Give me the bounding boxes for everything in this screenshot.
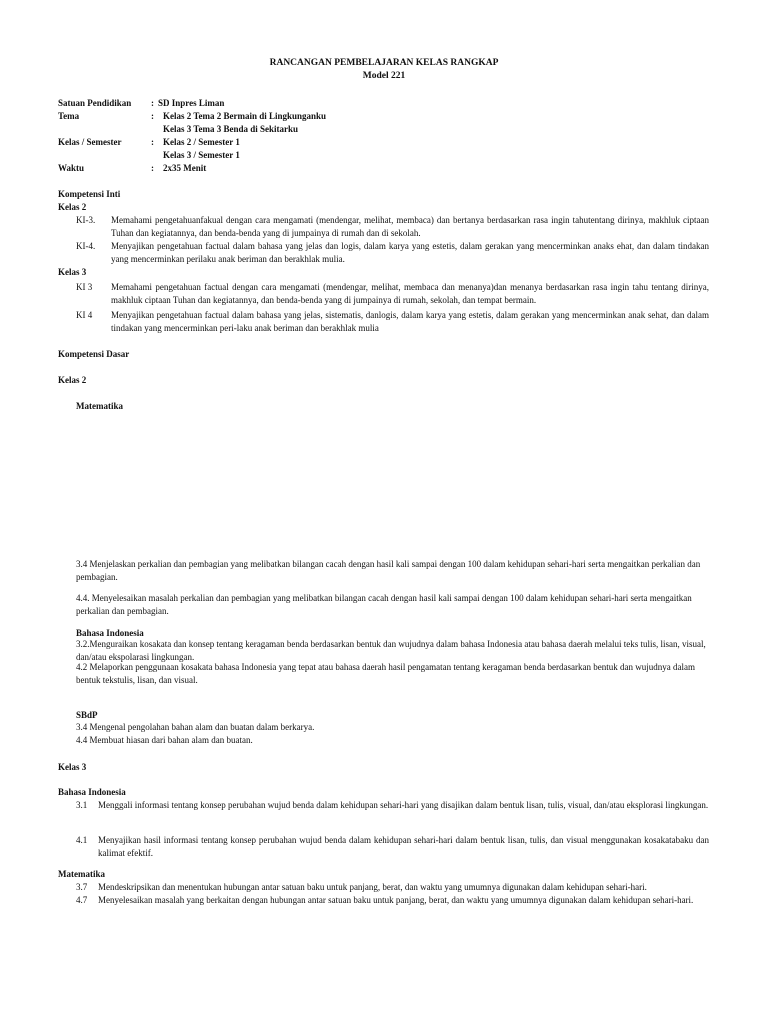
kelas-semester-colon: : [151, 137, 154, 147]
satuan-colon: : [151, 98, 154, 108]
kd-k2-sbdp-3-4: 3.4 Mengenal pengolahan bahan alam dan buatan dalam berkarya. [76, 722, 315, 732]
kd-k2-bi-3-2: 3.2.Menguraikan kosakata dan konsep tentang keragaman benda berdasarkan bentuk dan wujudnya dalam bahasa Indonesia atau bahasa daerah melalui teks tulis, lisan, visual, dan/atau ekspolarasi lingkungan. [76, 639, 706, 663]
kd-k3-mat-4-7-num: 4.7 [76, 895, 88, 905]
kd-k3-bi-3-1-num: 3.1 [76, 800, 88, 810]
kd-k3-matematika-label: Matematika [58, 869, 105, 879]
kd-k2-sbdp-4-4: 4.4 Membuat hiasan dari bahan alam dan buatan. [76, 735, 253, 745]
document-title: RANCANGAN PEMBELAJARAN KELAS RANGKAP [269, 58, 499, 68]
ki-heading: Kompetensi Inti [58, 189, 121, 199]
kd-k2-sbdp-label: SBdP [76, 710, 98, 720]
kd-k2-mat-3-4: 3.4 Menjelaskan perkalian dan pembagian yang melibatkan bilangan cacah dengan hasil kali sampai dengan 100 dalam kehidupan sehari-hari serta mengaitkan perkalian dan pembagian. [76, 559, 701, 583]
satuan-label: Satuan Pendidikan [58, 98, 132, 108]
ki-k2-ki3-text: Memahami pengetahuanfakual dengan cara mengamati (mendengar, melihat, membaca) dan bertanya berdasarkan rasa ingin tahutentang dirinya, makhluk ciptaan Tuhan dan kegiatannya, dan benda-benda yang di jumpainya di rumah dan di sekolah. [111, 215, 709, 239]
ki-k3-ki3-text: Memahami pengetahuan factual dengan cara mengamati (mendengar, melihat, membaca dan menanya)dan menanya berdasarkan rasa ingin tahu tentang dirinya, makhluk ciptaan Tuhan dan kegiatannya, dan benda-benda yang di jumpainya di rumah, sekolah, dan tempat bermain. [111, 282, 709, 306]
ki-k3-ki3-code: KI 3 [76, 282, 93, 292]
tema-value-1: Kelas 2 Tema 2 Bermain di Lingkunganku [163, 111, 327, 121]
document-subtitle: Model 221 [362, 71, 406, 81]
kd-k3-mat-4-7-text: Menyelesaikan masalah yang berkaitan dengan hubungan antar satuan baku untuk panjang, berat, dan waktu yang umumnya digunakan dalam kehidupan sehari-hari. [98, 895, 694, 905]
kelas-semester-label: Kelas / Semester [58, 137, 122, 147]
kd-k2-matematika-label: Matematika [76, 401, 123, 411]
ki-kelas3-label: Kelas 3 [58, 267, 87, 277]
kd-k3-bi-3-1-text: Menggali informasi tentang konsep perubahan wujud benda dalam kehidupan sehari-hari yang disajikan dalam bentuk lisan, tulis, visual, dan/atau eksplorasi lingkungan. [98, 800, 709, 810]
ki-k2-ki4-code: KI-4. [76, 241, 96, 251]
kelas-semester-value-2: Kelas 3 / Semester 1 [163, 150, 240, 160]
ki-k3-ki4-text: Menyajikan pengetahuan factual dalam bahasa yang jelas, sistematis, danlogis, dalam karya yang estetis, dalam gerakan yang mencerminkan anak sehat, dan dalam tindakan yang mencerminkan peri-laku anak beriman dan berakhlak mulia [111, 310, 709, 334]
kd-kelas3-label: Kelas 3 [58, 762, 87, 772]
ki-k2-ki3-code: KI-3. [76, 215, 96, 225]
kd-k2-mat-4-4: 4.4. Menyelesaikan masalah perkalian dan pembagian yang melibatkan bilangan cacah dengan hasil kali sampai dengan 100 dalam kehidupan sehari-hari serta mengaitkan perkalian dan pembagian. [76, 593, 692, 617]
tema-colon: : [151, 111, 154, 121]
kd-k3-mat-3-7-text: Mendeskripsikan dan menentukan hubungan antar satuan baku untuk panjang, berat, dan waktu yang umumnya digunakan dalam kehidupan sehari-hari. [98, 882, 647, 892]
kd-heading: Kompetensi Dasar [58, 349, 130, 359]
kd-k2-bi-4-2: 4.2 Melaporkan penggunaan kosakata bahasa Indonesia yang tepat atau bahasa daerah hasil pengamatan tentang keragaman benda berdasarkan bentuk dan wujudnya dalam bentuk tekstulis, lisan, dan visual. [76, 662, 696, 686]
kd-k3-bi-4-1-num: 4.1 [76, 835, 88, 845]
kelas-semester-value-1: Kelas 2 / Semester 1 [163, 137, 240, 147]
kd-k2-bahasa-indonesia-label: Bahasa Indonesia [76, 628, 144, 638]
ki-k3-ki4-code: KI 4 [76, 310, 93, 320]
waktu-label: Waktu [58, 163, 85, 173]
waktu-value: 2x35 Menit [163, 163, 207, 173]
ki-kelas2-label: Kelas 2 [58, 202, 87, 212]
kd-k3-bahasa-indonesia-label: Bahasa Indonesia [58, 787, 126, 797]
ki-k2-ki4-text: Menyajikan pengetahuan factual dalam bahasa yang jelas dan logis, dalam karya yang estetis, dalam gerakan yang mencerminkan anaks ehat, dan dalam tindakan yang mencerminkan perilaku anak beriman dan berakhlak mulia. [111, 241, 709, 265]
waktu-colon: : [151, 163, 154, 173]
tema-label: Tema [58, 111, 80, 121]
kd-kelas2-label: Kelas 2 [58, 375, 87, 385]
kd-k3-mat-3-7-num: 3.7 [76, 882, 88, 892]
tema-value-2: Kelas 3 Tema 3 Benda di Sekitarku [163, 124, 299, 134]
kd-k3-bi-4-1-text: Menyajikan hasil informasi tentang konsep perubahan wujud benda dalam kehidupan sehari-hari dalam bentuk lisan, tulis, dan visual menggunakan kosakatabaku dan kalimat efektif. [98, 835, 709, 859]
satuan-value: SD Inpres Liman [158, 98, 225, 108]
